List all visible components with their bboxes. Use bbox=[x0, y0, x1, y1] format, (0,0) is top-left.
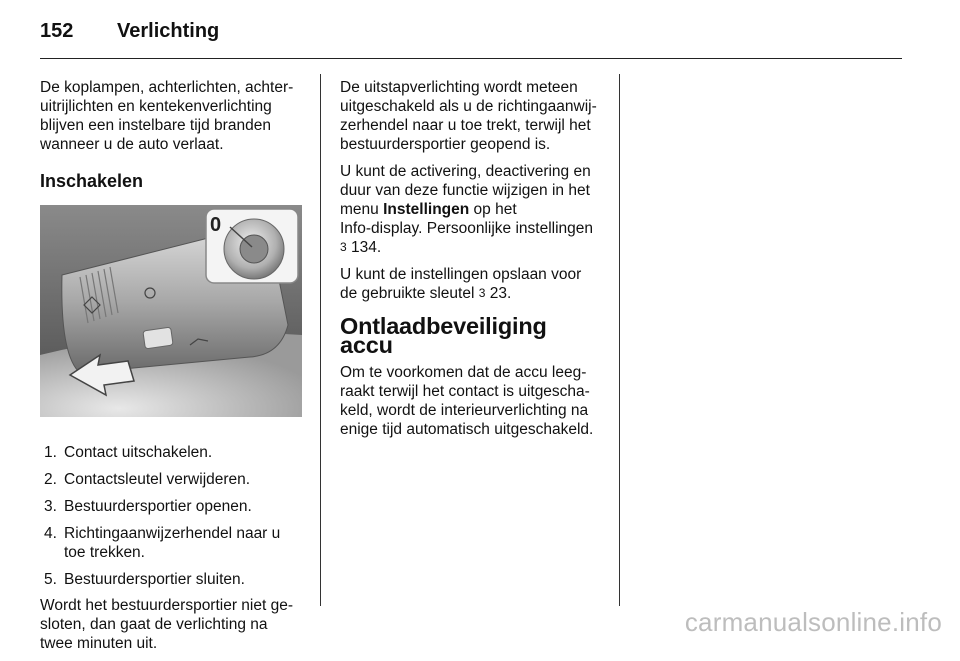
left-column bbox=[40, 78, 302, 661]
right-column bbox=[340, 78, 605, 447]
cross-reference-icon: 3 bbox=[340, 240, 347, 254]
text-line: U kunt de activering, deactivering en bbox=[340, 163, 591, 180]
text-fragment: op het bbox=[469, 201, 517, 218]
step-number: 4. bbox=[44, 525, 57, 542]
text-line: duur van deze functie wijzigen in het bbox=[340, 182, 590, 199]
paragraph-accu bbox=[340, 363, 605, 439]
page-reference[interactable]: 134. bbox=[346, 239, 382, 256]
step-number: 1. bbox=[44, 444, 57, 461]
cross-reference-icon: 3 bbox=[478, 286, 486, 300]
section-heading-inschakelen: Inschakelen bbox=[40, 171, 144, 191]
step-text: Richtingaanwijzerhendel naar u toe trekken. bbox=[64, 525, 281, 561]
text-line: bestuurdersportier geopend is. bbox=[340, 136, 551, 153]
text-line: Om te voorkomen dat de accu leeg- bbox=[340, 364, 587, 381]
text-fragment: de gebruikte sleutel bbox=[340, 285, 479, 302]
intro-line: uitrijlichten en kentekenverlichting bbox=[40, 98, 272, 115]
outro-line: sloten, dan gaat de verlichting na bbox=[40, 616, 268, 633]
outro-line: twee minuten uit. bbox=[40, 635, 158, 652]
intro-line: De koplampen, achterlichten, achter- bbox=[40, 79, 294, 96]
text-fragment: menu bbox=[340, 201, 384, 218]
list-item bbox=[40, 470, 302, 489]
text-line: keld, wordt de interieurverlichting na bbox=[340, 402, 589, 419]
paragraph-opslaan bbox=[340, 265, 605, 303]
text-line: raakt terwijl het contact is uitgescha- bbox=[340, 383, 590, 400]
intro-line: wanneer u de auto verlaat. bbox=[40, 136, 224, 153]
column-divider-right bbox=[619, 74, 620, 606]
list-item bbox=[40, 443, 302, 462]
list-item bbox=[40, 497, 302, 516]
step-text: Bestuurdersportier openen. bbox=[64, 498, 252, 515]
text-line: Info-display. Persoonlijke instellingen bbox=[340, 220, 594, 237]
paragraph-uitstapverlichting bbox=[340, 78, 605, 154]
list-item bbox=[40, 524, 302, 562]
intro-paragraph bbox=[40, 78, 302, 154]
column-divider-left bbox=[320, 74, 321, 606]
step-text: Bestuurdersportier sluiten. bbox=[64, 571, 245, 588]
paragraph-instellingen bbox=[340, 162, 605, 257]
outro-paragraph bbox=[40, 596, 302, 653]
menu-name: Instellingen bbox=[383, 201, 470, 218]
step-number: 5. bbox=[44, 571, 57, 588]
step-number: 3. bbox=[44, 498, 57, 515]
step-text: Contact uitschakelen. bbox=[64, 444, 213, 461]
outro-line: Wordt het bestuurdersportier niet ge- bbox=[40, 597, 294, 614]
text-line: zerhendel naar u toe trekt, terwijl het bbox=[340, 117, 591, 134]
intro-line: blijven een instelbare tijd branden bbox=[40, 117, 271, 134]
page-number: 152 bbox=[40, 20, 74, 42]
page-header bbox=[40, 18, 902, 59]
steps-list bbox=[40, 443, 302, 589]
page-reference[interactable]: 23. bbox=[485, 285, 512, 302]
text-line: uitgeschakeld als u de richtingaanwij- bbox=[340, 98, 597, 115]
list-item bbox=[40, 570, 302, 589]
watermark: carmanualsonline.info bbox=[684, 607, 942, 637]
text-line: De uitstapverlichting wordt meteen bbox=[340, 79, 578, 96]
text-line: enige tijd automatisch uitgeschakeld. bbox=[340, 421, 594, 438]
figure-label: 0 bbox=[210, 214, 222, 236]
text-line: U kunt de instellingen opslaan voor bbox=[340, 266, 582, 283]
page-title: Verlichting bbox=[117, 20, 220, 42]
step-number: 2. bbox=[44, 471, 57, 488]
section-heading-ontlaadbeveiliging: Ontlaadbeveiliging accu bbox=[340, 313, 547, 358]
lever-illustration bbox=[40, 205, 302, 417]
step-text: Contactsleutel verwijderen. bbox=[64, 471, 251, 488]
